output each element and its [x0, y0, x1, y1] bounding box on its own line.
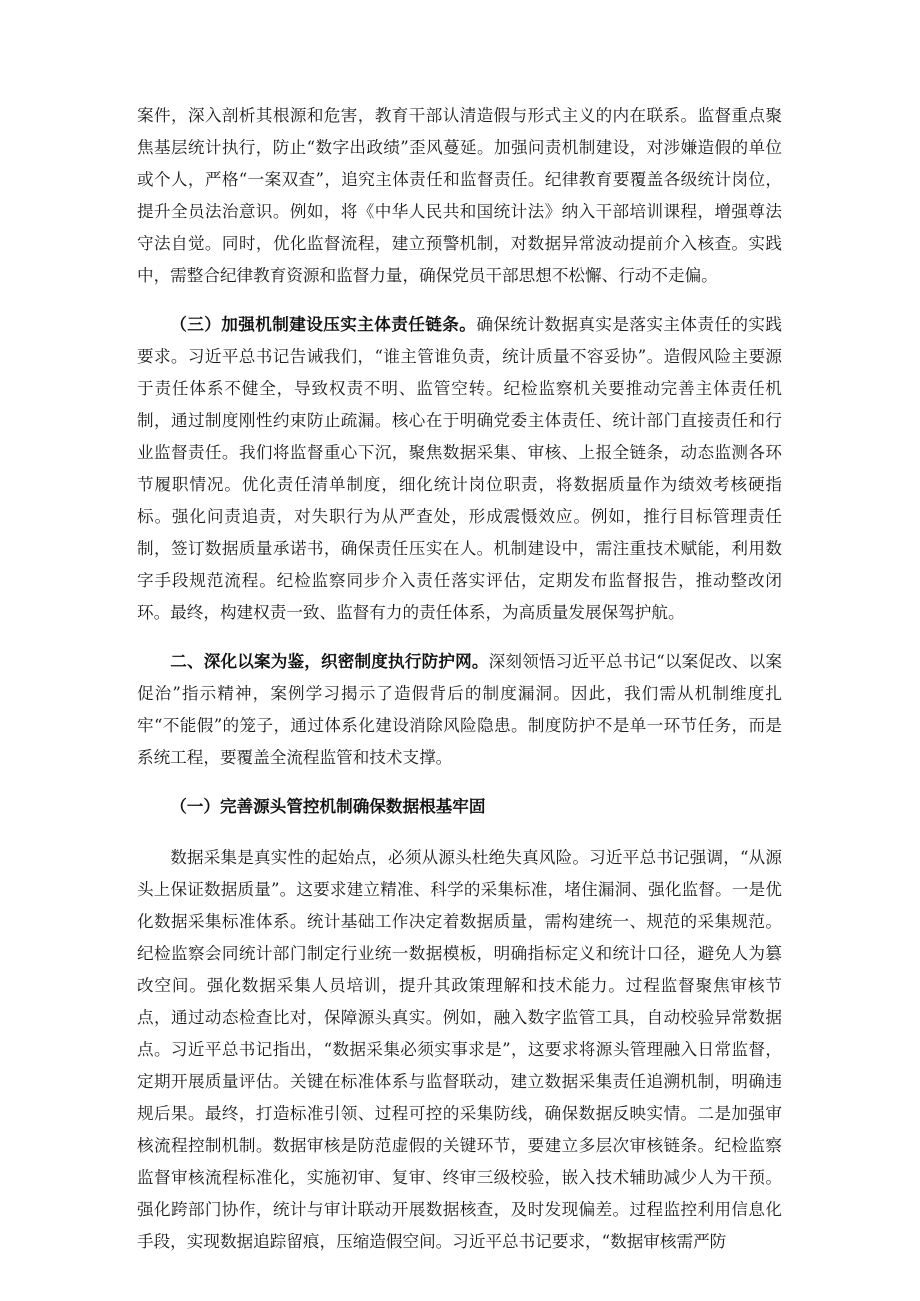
section-heading-three: （三）加强机制建设压实主体责任链条。	[170, 314, 477, 334]
document-page	[137, 100, 782, 1258]
paragraph-text: 深刻领悟习近平总书记“以案促改、以案促治”指示精神，案例学习揭示了造假背后的制度漏洞。因此，我们需从机制维度扎牢“不能假”的笼子，通过体系化建设消除风险隐患。制度防护不是单一环节任务，而是系统工程，要覆盖全流程监管和技术支撑。	[137, 652, 783, 767]
paragraph-part-two	[137, 645, 782, 774]
part-heading-two: 二、深化以案为鉴，织密制度执行防护网。	[170, 651, 489, 671]
paragraph-continuation	[137, 100, 782, 292]
subheading-one: （一）完善源头管控机制确保数据根基牢固	[170, 796, 486, 816]
paragraph-body: 数据采集是真实性的起始点，必须从源头杜绝失真风险。习近平总书记强调，“从源头上保证数据质量”。这要求建立精准、科学的采集标准，堵住漏洞、强化监督。一是优化数据采集标准体系。统计基础工作决定着数据质量，需构建统一、规范的采集规范。纪检监察会同统计部门制定行业统一数据模板，明确指标定义和统计口径，避免人为篡改空间。强化数据采集人员培训，提升其政策理解和技术能力。过程监督聚焦审核节点，通过动态检查比对，保障源头真实。例如，融入数字监管工具，自动校验异常数据点。习近平总书记指出，“数据采集必须实事求是”，这要求将源头管理融入日常监督，定期开展质量评估。关键在标准体系与监督联动，建立数据采集责任追溯机制，明确违规后果。最终，打造标准引领、过程可控的采集防线，确保数据反映实情。二是加强审核流程控制机制。数据审核是防范虚假的关键环节，要建立多层次审核链条。纪检监察监督审核流程标准化，实施初审、复审、终审三级校验，嵌入技术辅助减少人为干预。强化跨部门协作，统计与审计联动开展数据核查，及时发现偏差。过程监控利用信息化手段，实现数据追踪留痕，压缩造假空间。习近平总书记要求，“数据审核需严防	[137, 848, 782, 1251]
paragraph-text: 确保统计数据真实是落实主体责任的实践要求。习近平总书记告诫我们，“谁主管谁负责，统计质量不容妥协”。造假风险主要源于责任体系不健全，导致权责不明、监管空转。纪检监察机关要推动完善主体责任机制，通过制度刚性约束防止疏漏。核心在于明确党委主体责任、统计部门直接责任和行业监督责任。我们将监督重心下沉，聚焦数据采集、审核、上报全链条，动态监测各环节履职情况。优化责任清单制度，细化统计岗位职责，将数据质量作为绩效考核硬指标。强化问责追责，对失职行为从严查处，形成震慑效应。例如，推行目标管理责任制，签订数据质量承诺书，确保责任压实在人。机制建设中，需注重技术赋能，利用数字手段规范流程。纪检监察同步介入责任落实评估，定期发布监督报告，推动整改闭环。最终，构建权责一致、监督有力的责任体系，为高质量发展保驾护航。	[137, 315, 783, 622]
paragraph-section-three	[137, 308, 782, 629]
paragraph-text: 案件，深入剖析其根源和危害，教育干部认清造假与形式主义的内在联系。监督重点聚焦基层统计执行，防止“数字出政绩”歪风蔓延。加强问责机制建设，对涉嫌造假的单位或个人，严格“一案双查”，追究主体责任和监督责任。纪律教育要覆盖各级统计岗位，提升全员法治意识。例如，将《中华人民共和国统计法》纳入干部培训课程，增强尊法守法自觉。同时，优化监督流程，建立预警机制，对数据异常波动提前介入核查。实践中，需整合纪律教育资源和监督力量，确保党员干部思想不松懈、行动不走偏。	[137, 106, 782, 285]
